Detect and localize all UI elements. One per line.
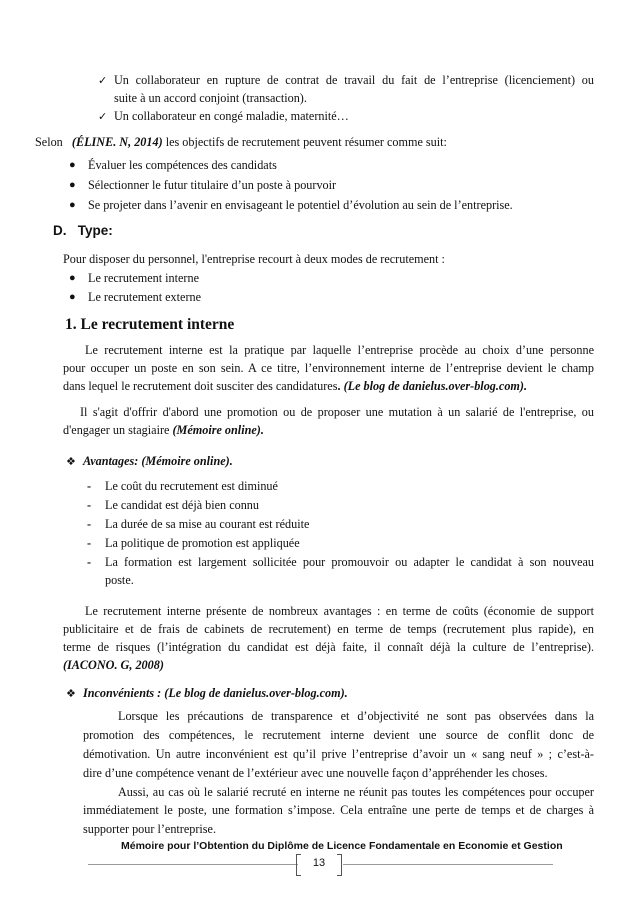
inconvenients-p1-line-2: promotion des compétences, le recrutement interne devient une source de conflit donc de (83, 728, 594, 742)
dash-bullet: - (87, 555, 92, 569)
avantage-item: Le candidat est déjà bien connu (105, 498, 259, 512)
page-number: 13 (312, 857, 326, 869)
dash-bullet: - (87, 498, 92, 512)
section-1-p1-line-2: pour occuper un poste en son sein. A ce titre, l’environnement interne de l’entreprise devient le champ (63, 361, 594, 375)
bullet-icon: ● (69, 272, 76, 284)
section-1-p1-text: dans lequel le recrutement doit susciter des candidatures (63, 379, 338, 393)
objective-item: Évaluer les compétences des candidats (88, 158, 277, 172)
section-1-p1-line-1: Le recrutement interne est la pratique par laquelle l’entreprise procède au choix d’une personne (85, 343, 594, 357)
avantages-heading: Avantages: (Mémoire online). (83, 454, 233, 468)
footer-rule-right (343, 864, 553, 865)
check-icon: ✓ (98, 74, 108, 87)
selon-prefix: Selon (35, 135, 63, 149)
selon-paragraph (35, 134, 447, 151)
intro-check-item-2: Un collaborateur en congé maladie, maternité… (114, 109, 349, 123)
bullet-icon: ● (69, 159, 76, 171)
summary-citation: (IACONO. G, 2008) (63, 658, 164, 672)
avantage-item-5-line-1: La formation est largement sollicitée pour promouvoir ou adapter le candidat à son nouveau (105, 555, 594, 569)
check-icon: ✓ (98, 110, 108, 123)
inconvenients-p1-line-4: dire d’une compétence venant de l’extérieur avec une nouvelle façon d’appréhender les choses. (83, 766, 548, 780)
diamond-bullet-icon: ❖ (66, 455, 76, 468)
dash-bullet: - (87, 479, 92, 493)
objective-item: Sélectionner le futur titulaire d’un poste à pourvoir (88, 178, 337, 192)
dash-bullet: - (87, 536, 92, 550)
section-1-p1-citation: (Le blog de danielus.over-blog.com). (343, 379, 528, 393)
avantage-item: La politique de promotion est appliquée (105, 536, 300, 550)
selon-rest: les objectifs de recrutement peuvent résumer comme suit: (165, 135, 447, 149)
summary-line-3: terme de risques (l’intégration du candidat est déjà faite, il connaît déjà la culture de l’entreprise). (63, 640, 594, 654)
section-d-heading: D. Type: (53, 223, 113, 238)
footer-rule-left (88, 864, 298, 865)
dash-bullet: - (87, 517, 92, 531)
inconvenients-p1-line-3: démotivation. Un autre inconvénient est qu’il prive l’entreprise d’avoir un « sang neuf » ; c’est-à- (83, 747, 594, 761)
section-1-p2-citation: (Mémoire online). (172, 423, 264, 437)
avantage-item: La durée de sa mise au courant est réduite (105, 517, 310, 531)
section-1-p2-line-1: Il s'agit d'offrir d'abord une promotion ou de proposer une mutation à un salarié de l'entreprise, ou (80, 405, 594, 419)
page-number-bracket-right (337, 854, 342, 876)
recruitment-mode-internal: Le recrutement interne (88, 271, 199, 285)
intro-check-item-1-line-1: Un collaborateur en rupture de contrat de travail du fait de l’entreprise (licenciement) ou (114, 73, 594, 87)
bullet-icon: ● (69, 291, 76, 303)
bullet-icon: ● (69, 199, 76, 211)
diamond-bullet-icon: ❖ (66, 687, 76, 700)
section-1-heading: 1. Le recrutement interne (65, 316, 235, 333)
objective-item: Se projeter dans l’avenir en envisageant le potentiel d’évolution au sein de l’entreprise. (88, 198, 513, 212)
inconvenients-heading: Inconvénients : (Le blog de danielus.over-blog.com). (83, 686, 348, 700)
section-d-intro: Pour disposer du personnel, l'entreprise recourt à deux modes de recrutement : (63, 252, 445, 266)
intro-check-item-1-line-2: suite à un accord conjoint (transaction). (114, 91, 307, 105)
inconvenients-p1-line-1: Lorsque les précautions de transparence et d’objectivité ne sont pas observées dans la (118, 709, 594, 723)
inconvenients-p2-line-2: immédiatement le poste, une formation s’impose. Cela entraîne une perte de temps et de charges à (83, 803, 594, 817)
selon-citation: (ÉLINE. N, 2014) (71, 135, 163, 149)
section-1-p2-text: d'engager un stagiaire (63, 423, 170, 437)
summary-line-2: publicitaire et de frais de cabinets de recrutement) en terme de temps (recrutement plus rapide), en (63, 622, 594, 636)
recruitment-mode-external: Le recrutement externe (88, 290, 202, 304)
summary-line-1: Le recrutement interne présente de nombreux avantages : en terme de coûts (économie de support (85, 604, 594, 618)
section-1-p1-dot: . (337, 379, 341, 393)
avantage-item-5-line-2: poste. (105, 573, 134, 587)
avantage-item: Le coût du recrutement est diminué (105, 479, 278, 493)
footer-text: Mémoire pour l’Obtention du Diplôme de Licence Fondamentale en Economie et Gestion (121, 840, 563, 852)
section-1-p2-line-2 (63, 422, 264, 439)
inconvenients-p2-line-3: supporter pour l’entreprise. (83, 822, 217, 836)
inconvenients-p2-line-1: Aussi, au cas où le salarié recruté en interne ne réunit pas toutes les compétences pour occuper (118, 785, 594, 799)
section-1-p1-line-3 (63, 378, 527, 395)
page-number-bracket-left (296, 854, 301, 876)
bullet-icon: ● (69, 179, 76, 191)
